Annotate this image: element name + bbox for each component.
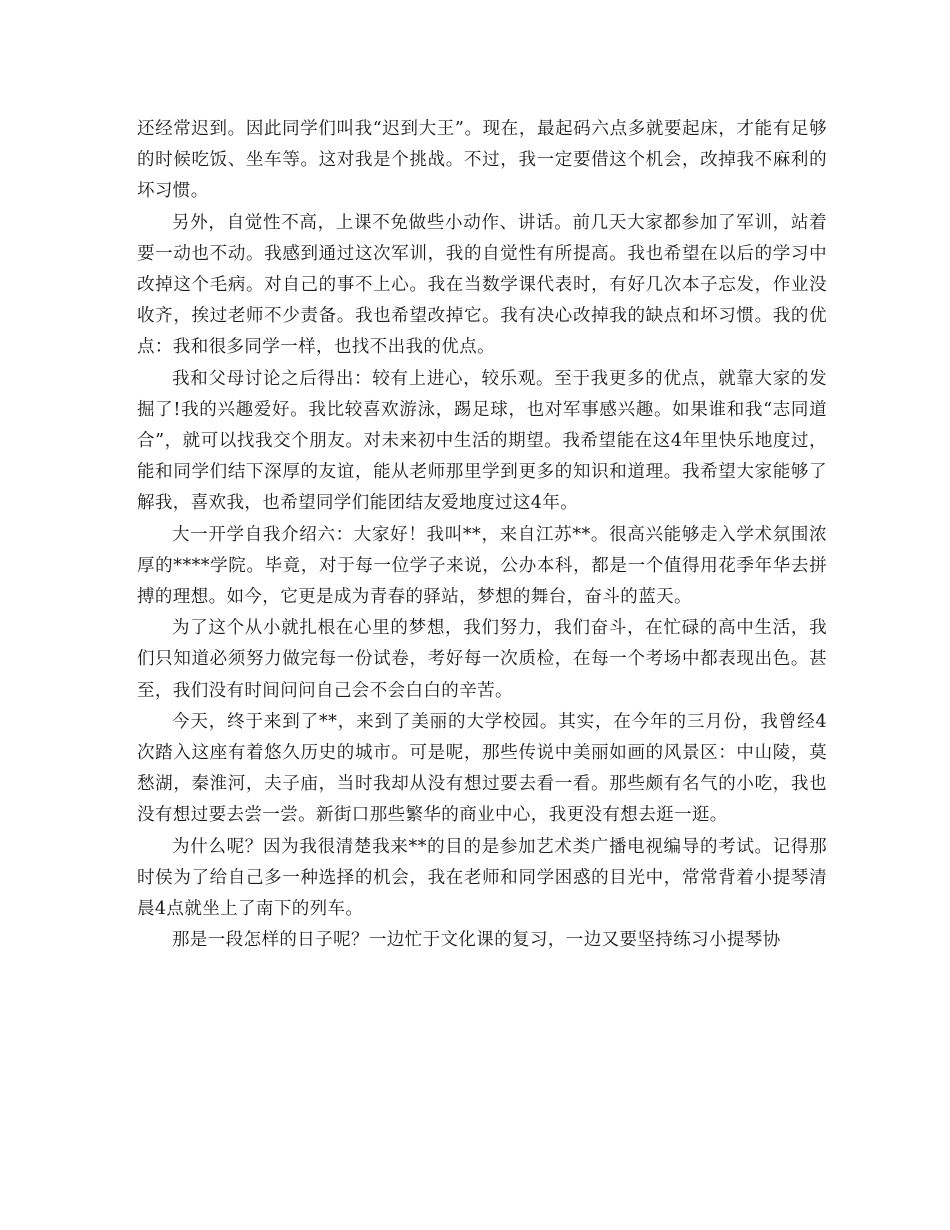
paragraph-4: 大一开学自我介绍六：大家好！我叫**，来自江苏**。很高兴能够走入学术氛围浓厚的****学院。毕竟，对于每一位学子来说，公办本科，都是一个值得用花季年华去拼搏的理想。如今，它更是成为青春的驿站，梦想的舞台，奋斗的蓝天。 — [137, 524, 827, 608]
paragraph-3: 我和父母讨论之后得出：较有上进心，较乐观。至于我更多的优点，就靠大家的发掘了!我的兴趣爱好。我比较喜欢游泳，踢足球，也对军事感兴趣。如果谁和我“志同道合”，就可以找我交个朋友。对未来初中生活的期望。我希望能在这4年里快乐地度过，能和同学们结下深厚的友谊，能从老师那里学到更多的知识和道理。我希望大家能够了解我，喜欢我，也希望同学们能团结友爱地度过这4年。 — [137, 368, 827, 514]
paragraph-2: 另外，自觉性不高，上课不免做些小动作、讲话。前几天大家都参加了军训，站着要一动也不动。我感到通过这次军训，我的自觉性有所提高。我也希望在以后的学习中改掉这个毛病。对自己的事不上心。我在当数学课代表时，有好几次本子忘发，作业没收齐，挨过老师不少责备。我也希望改掉它。我有决心改掉我的缺点和坏习惯。我的优点：我和很多同学一样，也找不出我的优点。 — [137, 212, 827, 358]
paragraph-5: 为了这个从小就扎根在心里的梦想，我们努力，我们奋斗，在忙碌的高中生活，我们只知道必须努力做完每一份试卷，考好每一次质检，在每一个考场中都表现出色。甚至，我们没有时间问问自己会不会白白的辛苦。 — [137, 618, 827, 701]
paragraph-6: 今天，终于来到了**，来到了美丽的大学校园。其实，在今年的三月份，我曾经4次踏入这座有着悠久历史的城市。可是呢，那些传说中美丽如画的风景区：中山陵，莫愁湖，秦淮河，夫子庙，当时我却从没有想过要去看一看。那些颇有名气的小吃，我也没有想过要去尝一尝。新街口那些繁华的商业中心，我更没有想去逛一逛。 — [137, 711, 827, 826]
document-body — [137, 114, 827, 956]
paragraph-1: 还经常迟到。因此同学们叫我“迟到大王”。现在，最起码六点多就要起床，才能有足够的时候吃饭、坐车等。这对我是个挑战。不过，我一定要借这个机会，改掉我不麻利的坏习惯。 — [137, 119, 827, 202]
paragraph-7: 为什么呢？因为我很清楚我来**的目的是参加艺术类广播电视编导的考试。记得那时侯为了给自己多一种选择的机会，我在老师和同学困惑的目光中，常常背着小提琴清晨4点就坐上了南下的列车。 — [137, 836, 827, 920]
paragraph-8: 那是一段怎样的日子呢？一边忙于文化课的复习，一边又要坚持练习小提琴协 — [172, 930, 781, 951]
